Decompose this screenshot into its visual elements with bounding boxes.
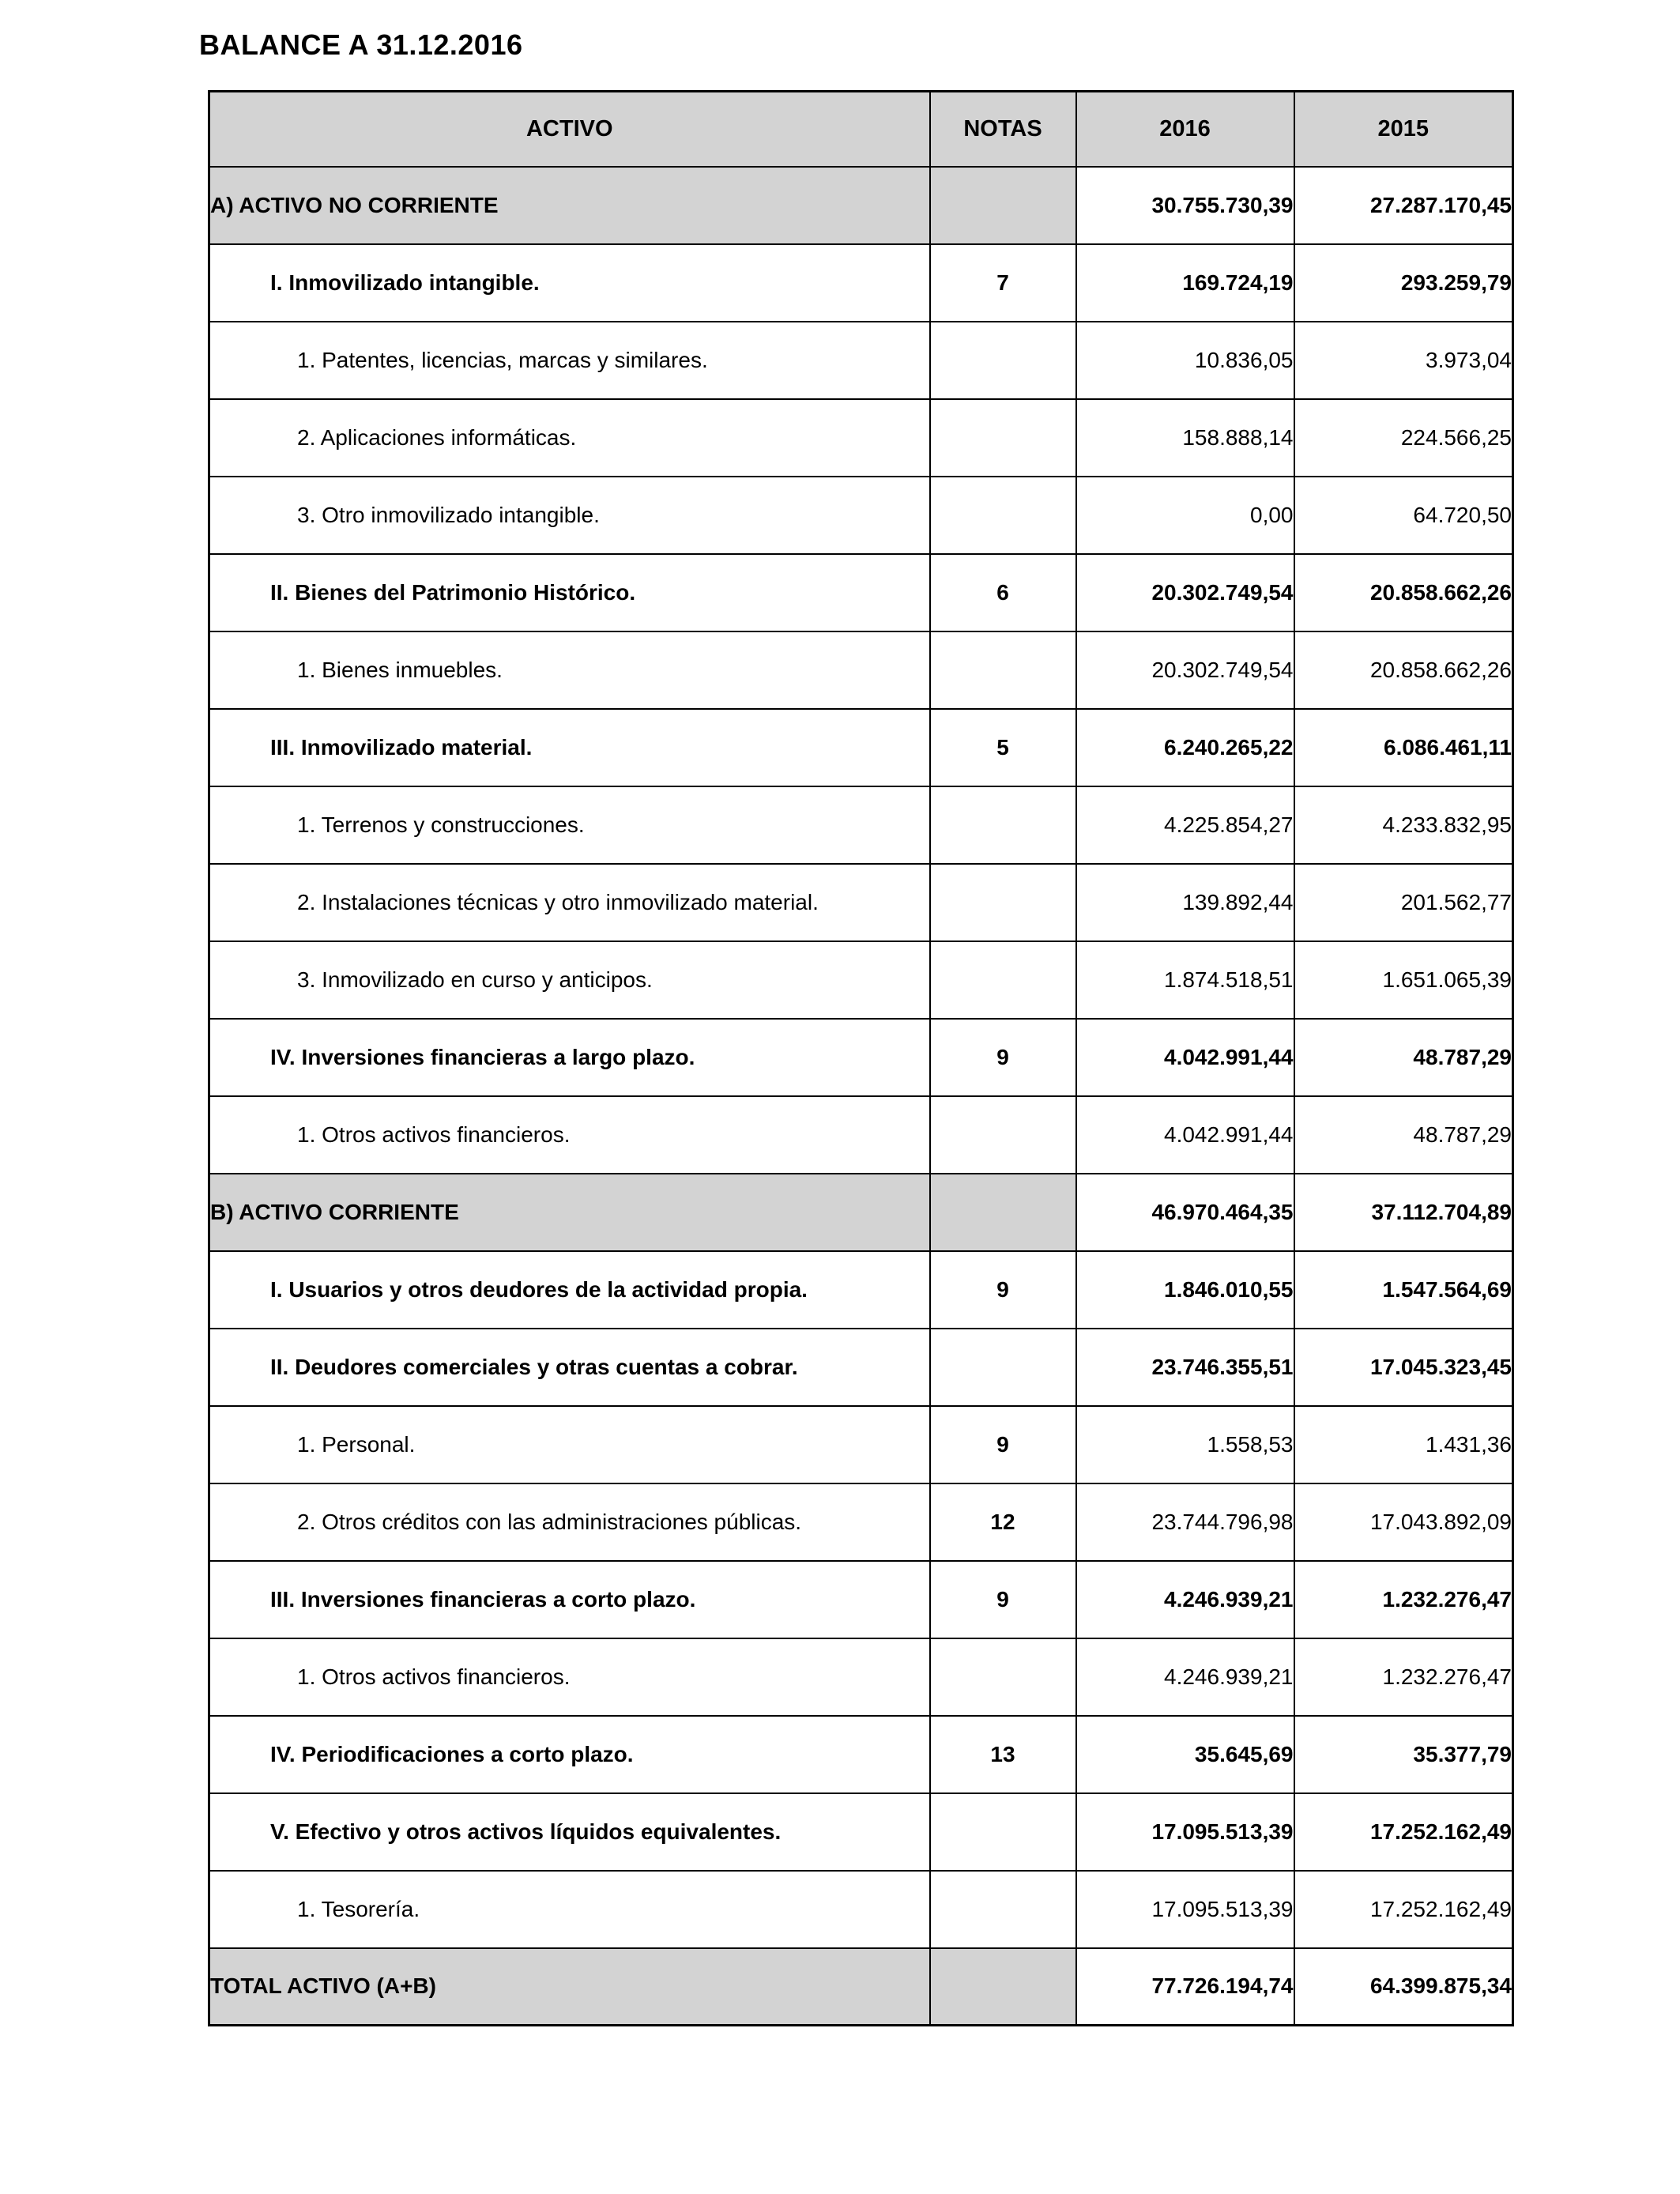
row-label: 1. Bienes inmuebles.: [209, 631, 930, 709]
row-notas: [930, 1096, 1076, 1174]
row-value-2016: 20.302.749,54: [1076, 631, 1294, 709]
row-value-2015: 6.086.461,11: [1294, 709, 1513, 786]
row-notas: 9: [930, 1019, 1076, 1096]
row-value-2016: 4.246.939,21: [1076, 1561, 1294, 1638]
row-value-2015: 1.232.276,47: [1294, 1561, 1513, 1638]
row-label: III. Inmovilizado material.: [209, 709, 930, 786]
row-value-2015: 64.399.875,34: [1294, 1948, 1513, 2026]
row-value-2016: 23.744.796,98: [1076, 1483, 1294, 1561]
row-notas: [930, 1638, 1076, 1716]
row-notas: [930, 1948, 1076, 2026]
row-notas: [930, 1871, 1076, 1948]
row-notas: [930, 1329, 1076, 1406]
row-value-2016: 1.558,53: [1076, 1406, 1294, 1483]
row-value-2015: 35.377,79: [1294, 1716, 1513, 1793]
table-row: [209, 554, 1513, 631]
table-row: [209, 399, 1513, 477]
row-notas: [930, 322, 1076, 399]
row-value-2016: 20.302.749,54: [1076, 554, 1294, 631]
table-row: [209, 1948, 1513, 2026]
table-row: [209, 1096, 1513, 1174]
row-value-2015: 224.566,25: [1294, 399, 1513, 477]
page-title: BALANCE A 31.12.2016: [199, 28, 523, 61]
row-label: 2. Aplicaciones informáticas.: [209, 399, 930, 477]
row-value-2016: 4.042.991,44: [1076, 1096, 1294, 1174]
row-value-2015: 1.431,36: [1294, 1406, 1513, 1483]
row-value-2015: 201.562,77: [1294, 864, 1513, 941]
row-notas: [930, 941, 1076, 1019]
row-label: 2. Instalaciones técnicas y otro inmovilizado material.: [209, 864, 930, 941]
row-label: III. Inversiones financieras a corto plazo.: [209, 1561, 930, 1638]
table-row: [209, 477, 1513, 554]
row-notas: [930, 864, 1076, 941]
row-notas: [930, 399, 1076, 477]
table-row: [209, 1174, 1513, 1251]
table-row: [209, 1019, 1513, 1096]
row-value-2016: 1.874.518,51: [1076, 941, 1294, 1019]
row-label: 3. Inmovilizado en curso y anticipos.: [209, 941, 930, 1019]
table-row: [209, 709, 1513, 786]
row-value-2015: 17.043.892,09: [1294, 1483, 1513, 1561]
row-value-2015: 4.233.832,95: [1294, 786, 1513, 864]
row-label: V. Efectivo y otros activos líquidos equivalentes.: [209, 1793, 930, 1871]
row-value-2015: 20.858.662,26: [1294, 631, 1513, 709]
table-header: [209, 92, 1513, 167]
row-value-2015: 37.112.704,89: [1294, 1174, 1513, 1251]
column-header-2015: 2015: [1294, 92, 1513, 167]
row-value-2016: 35.645,69: [1076, 1716, 1294, 1793]
row-notas: [930, 631, 1076, 709]
row-label: 3. Otro inmovilizado intangible.: [209, 477, 930, 554]
row-label: 1. Personal.: [209, 1406, 930, 1483]
row-value-2015: 1.547.564,69: [1294, 1251, 1513, 1329]
balance-table-body: [209, 167, 1513, 2026]
table-row: [209, 1871, 1513, 1948]
row-value-2015: 64.720,50: [1294, 477, 1513, 554]
row-value-2015: 17.252.162,49: [1294, 1871, 1513, 1948]
table-row: [209, 1406, 1513, 1483]
row-value-2016: 4.246.939,21: [1076, 1638, 1294, 1716]
column-header-notas: NOTAS: [930, 92, 1076, 167]
row-label: 1. Otros activos financieros.: [209, 1096, 930, 1174]
table-row: [209, 1716, 1513, 1793]
row-notas: 6: [930, 554, 1076, 631]
row-label: 1. Terrenos y construcciones.: [209, 786, 930, 864]
row-value-2015: 1.232.276,47: [1294, 1638, 1513, 1716]
row-value-2016: 6.240.265,22: [1076, 709, 1294, 786]
row-value-2016: 46.970.464,35: [1076, 1174, 1294, 1251]
row-value-2015: 1.651.065,39: [1294, 941, 1513, 1019]
row-value-2016: 4.225.854,27: [1076, 786, 1294, 864]
table-row: [209, 244, 1513, 322]
row-value-2016: 139.892,44: [1076, 864, 1294, 941]
row-notas: [930, 1793, 1076, 1871]
row-label: I. Inmovilizado intangible.: [209, 244, 930, 322]
table-row: [209, 1329, 1513, 1406]
row-notas: 12: [930, 1483, 1076, 1561]
row-value-2016: 1.846.010,55: [1076, 1251, 1294, 1329]
column-header-2016: 2016: [1076, 92, 1294, 167]
row-notas: 13: [930, 1716, 1076, 1793]
row-value-2015: 17.252.162,49: [1294, 1793, 1513, 1871]
row-value-2016: 4.042.991,44: [1076, 1019, 1294, 1096]
row-label: 2. Otros créditos con las administraciones públicas.: [209, 1483, 930, 1561]
row-value-2016: 10.836,05: [1076, 322, 1294, 399]
row-value-2016: 77.726.194,74: [1076, 1948, 1294, 2026]
row-value-2016: 0,00: [1076, 477, 1294, 554]
row-label: 1. Patentes, licencias, marcas y similares.: [209, 322, 930, 399]
row-notas: [930, 167, 1076, 244]
table-row: [209, 1638, 1513, 1716]
table-row: [209, 1561, 1513, 1638]
row-value-2015: 17.045.323,45: [1294, 1329, 1513, 1406]
row-notas: 9: [930, 1406, 1076, 1483]
table-row: [209, 1483, 1513, 1561]
row-notas: 7: [930, 244, 1076, 322]
row-notas: [930, 786, 1076, 864]
row-value-2015: 3.973,04: [1294, 322, 1513, 399]
row-value-2016: 17.095.513,39: [1076, 1871, 1294, 1948]
table-row: [209, 864, 1513, 941]
row-label: 1. Tesorería.: [209, 1871, 930, 1948]
table-row: [209, 786, 1513, 864]
row-notas: 5: [930, 709, 1076, 786]
row-value-2016: 169.724,19: [1076, 244, 1294, 322]
table-row: [209, 322, 1513, 399]
balance-sheet-table: [208, 90, 1514, 2026]
table-row: [209, 631, 1513, 709]
row-value-2016: 17.095.513,39: [1076, 1793, 1294, 1871]
row-label: IV. Inversiones financieras a largo plazo.: [209, 1019, 930, 1096]
row-value-2015: 48.787,29: [1294, 1019, 1513, 1096]
table-row: [209, 167, 1513, 244]
row-label: I. Usuarios y otros deudores de la actividad propia.: [209, 1251, 930, 1329]
row-notas: [930, 1174, 1076, 1251]
row-value-2015: 293.259,79: [1294, 244, 1513, 322]
row-value-2016: 30.755.730,39: [1076, 167, 1294, 244]
header-row: [209, 92, 1513, 167]
row-value-2015: 20.858.662,26: [1294, 554, 1513, 631]
row-value-2016: 23.746.355,51: [1076, 1329, 1294, 1406]
row-notas: 9: [930, 1251, 1076, 1329]
table-row: [209, 941, 1513, 1019]
table-row: [209, 1793, 1513, 1871]
row-value-2016: 158.888,14: [1076, 399, 1294, 477]
row-label: 1. Otros activos financieros.: [209, 1638, 930, 1716]
table-row: [209, 1251, 1513, 1329]
row-label: II. Deudores comerciales y otras cuentas a cobrar.: [209, 1329, 930, 1406]
row-value-2015: 48.787,29: [1294, 1096, 1513, 1174]
row-value-2015: 27.287.170,45: [1294, 167, 1513, 244]
row-notas: [930, 477, 1076, 554]
row-label: A) ACTIVO NO CORRIENTE: [209, 167, 930, 244]
row-label: TOTAL ACTIVO (A+B): [209, 1948, 930, 2026]
column-header-activo: ACTIVO: [209, 92, 930, 167]
row-notas: 9: [930, 1561, 1076, 1638]
row-label: B) ACTIVO CORRIENTE: [209, 1174, 930, 1251]
row-label: IV. Periodificaciones a corto plazo.: [209, 1716, 930, 1793]
row-label: II. Bienes del Patrimonio Histórico.: [209, 554, 930, 631]
